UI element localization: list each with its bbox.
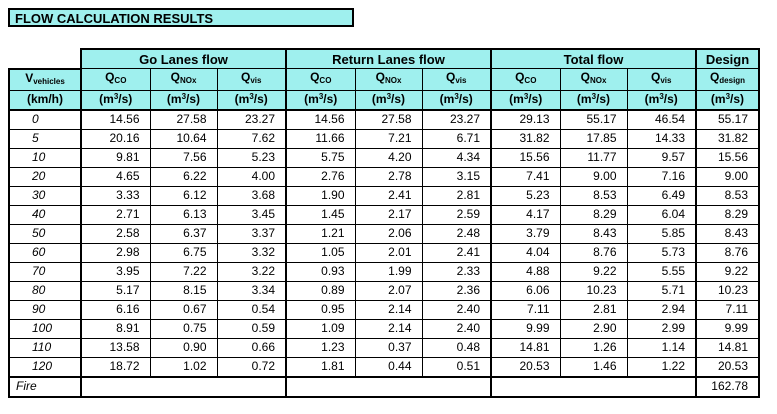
flow-cell: 1.26 bbox=[560, 338, 627, 357]
flow-cell: 4.65 bbox=[81, 167, 150, 186]
speed-value: 120 bbox=[9, 357, 81, 377]
flow-cell: 6.49 bbox=[627, 186, 696, 205]
flow-cell: 18.72 bbox=[81, 357, 150, 377]
flow-cell: 8.43 bbox=[560, 224, 627, 243]
fire-design-cell: 162.78 bbox=[696, 377, 759, 397]
flow-cell: 0.66 bbox=[217, 338, 286, 357]
flow-cell: 2.41 bbox=[422, 243, 491, 262]
header-q-nox-ret: $Q_{NOx}$ bbox=[355, 69, 422, 91]
flow-cell: 6.22 bbox=[150, 167, 217, 186]
flow-cell: 9.81 bbox=[81, 148, 150, 167]
header-q-vis-go: $Q_{vis}$ bbox=[217, 69, 286, 91]
fire-label: Fire bbox=[9, 377, 81, 397]
speed-value: 10 bbox=[9, 148, 81, 167]
flow-cell: 17.85 bbox=[560, 129, 627, 148]
design-cell: 8.43 bbox=[696, 224, 759, 243]
flow-cell: 7.21 bbox=[355, 129, 422, 148]
flow-cell: 0.72 bbox=[217, 357, 286, 377]
header-unit-design: $(m^3/s)$ bbox=[696, 90, 759, 110]
flow-cell: 8.53 bbox=[560, 186, 627, 205]
header-q-co-go: $Q_{CO}$ bbox=[81, 69, 150, 91]
flow-cell: 5.55 bbox=[627, 262, 696, 281]
header-unit-vis-go: $(m^3/s)$ bbox=[217, 90, 286, 110]
flow-cell: 2.01 bbox=[355, 243, 422, 262]
flow-cell: 7.22 bbox=[150, 262, 217, 281]
flow-cell: 20.53 bbox=[491, 357, 560, 377]
flow-cell: 6.16 bbox=[81, 300, 150, 319]
flow-cell: 0.67 bbox=[150, 300, 217, 319]
flow-cell: 1.45 bbox=[286, 205, 355, 224]
flow-cell: 2.94 bbox=[627, 300, 696, 319]
flow-cell: 46.54 bbox=[627, 110, 696, 130]
header-unit-co-ret: $(m^3/s)$ bbox=[286, 90, 355, 110]
flow-cell: 0.95 bbox=[286, 300, 355, 319]
header-unit-vis-tot: $(m^3/s)$ bbox=[627, 90, 696, 110]
flow-cell: 3.33 bbox=[81, 186, 150, 205]
flow-cell: 2.14 bbox=[355, 300, 422, 319]
flow-cell: 1.02 bbox=[150, 357, 217, 377]
flow-cell: 5.23 bbox=[491, 186, 560, 205]
flow-cell: 1.14 bbox=[627, 338, 696, 357]
design-cell: 14.81 bbox=[696, 338, 759, 357]
table-row bbox=[9, 300, 759, 319]
flow-cell: 2.41 bbox=[355, 186, 422, 205]
table-row bbox=[9, 281, 759, 300]
design-cell: 9.99 bbox=[696, 319, 759, 338]
group-return-lanes: Return Lanes flow bbox=[286, 49, 491, 69]
flow-cell: 3.68 bbox=[217, 186, 286, 205]
header-speed: $V_{vehicles}$ bbox=[9, 69, 81, 91]
flow-cell: 5.23 bbox=[217, 148, 286, 167]
flow-cell: 3.34 bbox=[217, 281, 286, 300]
flow-cell: 2.76 bbox=[286, 167, 355, 186]
flow-cell: 14.56 bbox=[286, 110, 355, 130]
flow-cell: 0.75 bbox=[150, 319, 217, 338]
speed-value: 60 bbox=[9, 243, 81, 262]
header-unit-co-go: $(m^3/s)$ bbox=[81, 90, 150, 110]
flow-cell: 0.90 bbox=[150, 338, 217, 357]
flow-cell: 1.23 bbox=[286, 338, 355, 357]
speed-value: 50 bbox=[9, 224, 81, 243]
flow-cell: 7.56 bbox=[150, 148, 217, 167]
flow-cell: 9.99 bbox=[491, 319, 560, 338]
flow-cell: 4.17 bbox=[491, 205, 560, 224]
flow-cell: 0.59 bbox=[217, 319, 286, 338]
fire-empty-g bbox=[81, 377, 286, 397]
flow-cell: 6.37 bbox=[150, 224, 217, 243]
design-cell: 8.76 bbox=[696, 243, 759, 262]
flow-cell: 1.46 bbox=[560, 357, 627, 377]
flow-cell: 2.58 bbox=[81, 224, 150, 243]
flow-cell: 6.06 bbox=[491, 281, 560, 300]
flow-cell: 9.00 bbox=[560, 167, 627, 186]
page-title: FLOW CALCULATION RESULTS bbox=[8, 8, 354, 27]
speed-value: 30 bbox=[9, 186, 81, 205]
table-row bbox=[9, 205, 759, 224]
design-cell: 8.53 bbox=[696, 186, 759, 205]
table-row bbox=[9, 338, 759, 357]
group-total: Total flow bbox=[491, 49, 696, 69]
flow-cell: 2.99 bbox=[627, 319, 696, 338]
flow-cell: 4.88 bbox=[491, 262, 560, 281]
table-row bbox=[9, 148, 759, 167]
flow-cell: 2.78 bbox=[355, 167, 422, 186]
table-row bbox=[9, 129, 759, 148]
flow-cell: 9.22 bbox=[560, 262, 627, 281]
flow-cell: 4.34 bbox=[422, 148, 491, 167]
flow-cell: 1.99 bbox=[355, 262, 422, 281]
flow-cell: 2.14 bbox=[355, 319, 422, 338]
flow-cell: 31.82 bbox=[491, 129, 560, 148]
flow-cell: 7.16 bbox=[627, 167, 696, 186]
flow-cell: 1.90 bbox=[286, 186, 355, 205]
flow-cell: 6.04 bbox=[627, 205, 696, 224]
design-cell: 7.11 bbox=[696, 300, 759, 319]
table-row bbox=[9, 167, 759, 186]
flow-cell: 2.98 bbox=[81, 243, 150, 262]
flow-cell: 1.05 bbox=[286, 243, 355, 262]
design-cell: 20.53 bbox=[696, 357, 759, 377]
flow-cell: 7.62 bbox=[217, 129, 286, 148]
flow-cell: 7.41 bbox=[491, 167, 560, 186]
header-q-nox-tot: $Q_{NOx}$ bbox=[560, 69, 627, 91]
header-unit-nox-go: $(m^3/s)$ bbox=[150, 90, 217, 110]
speed-value: 5 bbox=[9, 129, 81, 148]
flow-cell: 0.48 bbox=[422, 338, 491, 357]
flow-cell: 3.15 bbox=[422, 167, 491, 186]
flow-cell: 2.06 bbox=[355, 224, 422, 243]
table-row bbox=[9, 186, 759, 205]
flow-cell: 0.93 bbox=[286, 262, 355, 281]
flow-cell: 1.21 bbox=[286, 224, 355, 243]
speed-value: 70 bbox=[9, 262, 81, 281]
flow-cell: 2.40 bbox=[422, 319, 491, 338]
table-row bbox=[9, 243, 759, 262]
header-q-vis-ret: $Q_{vis}$ bbox=[422, 69, 491, 91]
flow-cell: 27.58 bbox=[150, 110, 217, 130]
flow-cell: 55.17 bbox=[560, 110, 627, 130]
flow-cell: 2.71 bbox=[81, 205, 150, 224]
flow-cell: 2.07 bbox=[355, 281, 422, 300]
group-design: Design bbox=[696, 49, 759, 69]
flow-cell: 6.71 bbox=[422, 129, 491, 148]
flow-cell: 3.22 bbox=[217, 262, 286, 281]
speed-value: 0 bbox=[9, 110, 81, 130]
flow-cell: 0.54 bbox=[217, 300, 286, 319]
flow-cell: 10.23 bbox=[560, 281, 627, 300]
header-q-design: $Q_{design}$ bbox=[696, 69, 759, 91]
flow-cell: 2.81 bbox=[560, 300, 627, 319]
flow-cell: 1.22 bbox=[627, 357, 696, 377]
header-unit-row bbox=[9, 90, 759, 110]
flow-cell: 8.29 bbox=[560, 205, 627, 224]
flow-cell: 13.58 bbox=[81, 338, 150, 357]
header-qty-row bbox=[9, 69, 759, 91]
flow-cell: 5.85 bbox=[627, 224, 696, 243]
design-cell: 31.82 bbox=[696, 129, 759, 148]
design-cell: 8.29 bbox=[696, 205, 759, 224]
design-cell: 9.22 bbox=[696, 262, 759, 281]
flow-cell: 2.33 bbox=[422, 262, 491, 281]
flow-cell: 6.13 bbox=[150, 205, 217, 224]
fire-empty-t bbox=[491, 377, 696, 397]
flow-cell: 4.00 bbox=[217, 167, 286, 186]
flow-cell: 27.58 bbox=[355, 110, 422, 130]
flow-cell: 5.73 bbox=[627, 243, 696, 262]
table-row bbox=[9, 357, 759, 377]
fire-row bbox=[9, 377, 759, 397]
flow-cell: 6.12 bbox=[150, 186, 217, 205]
flow-cell: 2.40 bbox=[422, 300, 491, 319]
speed-value: 110 bbox=[9, 338, 81, 357]
header-unit-vis-ret: $(m^3/s)$ bbox=[422, 90, 491, 110]
header-group-row bbox=[9, 49, 759, 69]
flow-cell: 15.56 bbox=[491, 148, 560, 167]
flow-results-table bbox=[8, 48, 760, 398]
flow-cell: 3.32 bbox=[217, 243, 286, 262]
flow-cell: 0.89 bbox=[286, 281, 355, 300]
group-go-lanes: Go Lanes flow bbox=[81, 49, 286, 69]
flow-cell: 2.48 bbox=[422, 224, 491, 243]
flow-cell: 23.27 bbox=[217, 110, 286, 130]
header-q-nox-go: $Q_{NOx}$ bbox=[150, 69, 217, 91]
flow-cell: 20.16 bbox=[81, 129, 150, 148]
flow-cell: 14.56 bbox=[81, 110, 150, 130]
header-q-vis-tot: $Q_{vis}$ bbox=[627, 69, 696, 91]
speed-value: 100 bbox=[9, 319, 81, 338]
flow-cell: 8.15 bbox=[150, 281, 217, 300]
flow-cell: 11.66 bbox=[286, 129, 355, 148]
flow-cell: 6.75 bbox=[150, 243, 217, 262]
design-cell: 9.00 bbox=[696, 167, 759, 186]
table-row bbox=[9, 224, 759, 243]
flow-cell: 3.37 bbox=[217, 224, 286, 243]
flow-cell: 11.77 bbox=[560, 148, 627, 167]
table-row bbox=[9, 110, 759, 130]
flow-cell: 2.81 bbox=[422, 186, 491, 205]
flow-cell: 1.81 bbox=[286, 357, 355, 377]
header-q-co-tot: $Q_{CO}$ bbox=[491, 69, 560, 91]
fire-empty-r bbox=[286, 377, 491, 397]
flow-cell: 2.90 bbox=[560, 319, 627, 338]
flow-cell: 10.64 bbox=[150, 129, 217, 148]
flow-cell: 14.33 bbox=[627, 129, 696, 148]
flow-cell: 0.37 bbox=[355, 338, 422, 357]
flow-cell: 1.09 bbox=[286, 319, 355, 338]
speed-value: 90 bbox=[9, 300, 81, 319]
flow-cell: 14.81 bbox=[491, 338, 560, 357]
flow-cell: 3.45 bbox=[217, 205, 286, 224]
flow-cell: 3.95 bbox=[81, 262, 150, 281]
flow-cell: 4.04 bbox=[491, 243, 560, 262]
table-row bbox=[9, 262, 759, 281]
flow-cell: 3.79 bbox=[491, 224, 560, 243]
header-unit-nox-ret: $(m^3/s)$ bbox=[355, 90, 422, 110]
flow-cell: 4.20 bbox=[355, 148, 422, 167]
speed-value: 80 bbox=[9, 281, 81, 300]
design-cell: 10.23 bbox=[696, 281, 759, 300]
flow-cell: 5.71 bbox=[627, 281, 696, 300]
flow-cell: 23.27 bbox=[422, 110, 491, 130]
flow-cell: 0.51 bbox=[422, 357, 491, 377]
flow-cell: 8.91 bbox=[81, 319, 150, 338]
header-q-co-ret: $Q_{CO}$ bbox=[286, 69, 355, 91]
design-cell: 15.56 bbox=[696, 148, 759, 167]
speed-value: 40 bbox=[9, 205, 81, 224]
flow-cell: 0.44 bbox=[355, 357, 422, 377]
table-row bbox=[9, 319, 759, 338]
design-cell: 55.17 bbox=[696, 110, 759, 130]
flow-cell: 8.76 bbox=[560, 243, 627, 262]
header-speed-unit: (km/h) bbox=[9, 90, 81, 110]
flow-cell: 2.59 bbox=[422, 205, 491, 224]
flow-cell: 5.17 bbox=[81, 281, 150, 300]
flow-cell: 9.57 bbox=[627, 148, 696, 167]
speed-value: 20 bbox=[9, 167, 81, 186]
flow-cell: 2.17 bbox=[355, 205, 422, 224]
header-unit-nox-tot: $(m^3/s)$ bbox=[560, 90, 627, 110]
flow-cell: 5.75 bbox=[286, 148, 355, 167]
flow-cell: 7.11 bbox=[491, 300, 560, 319]
flow-cell: 2.36 bbox=[422, 281, 491, 300]
header-unit-co-tot: $(m^3/s)$ bbox=[491, 90, 560, 110]
flow-cell: 29.13 bbox=[491, 110, 560, 130]
